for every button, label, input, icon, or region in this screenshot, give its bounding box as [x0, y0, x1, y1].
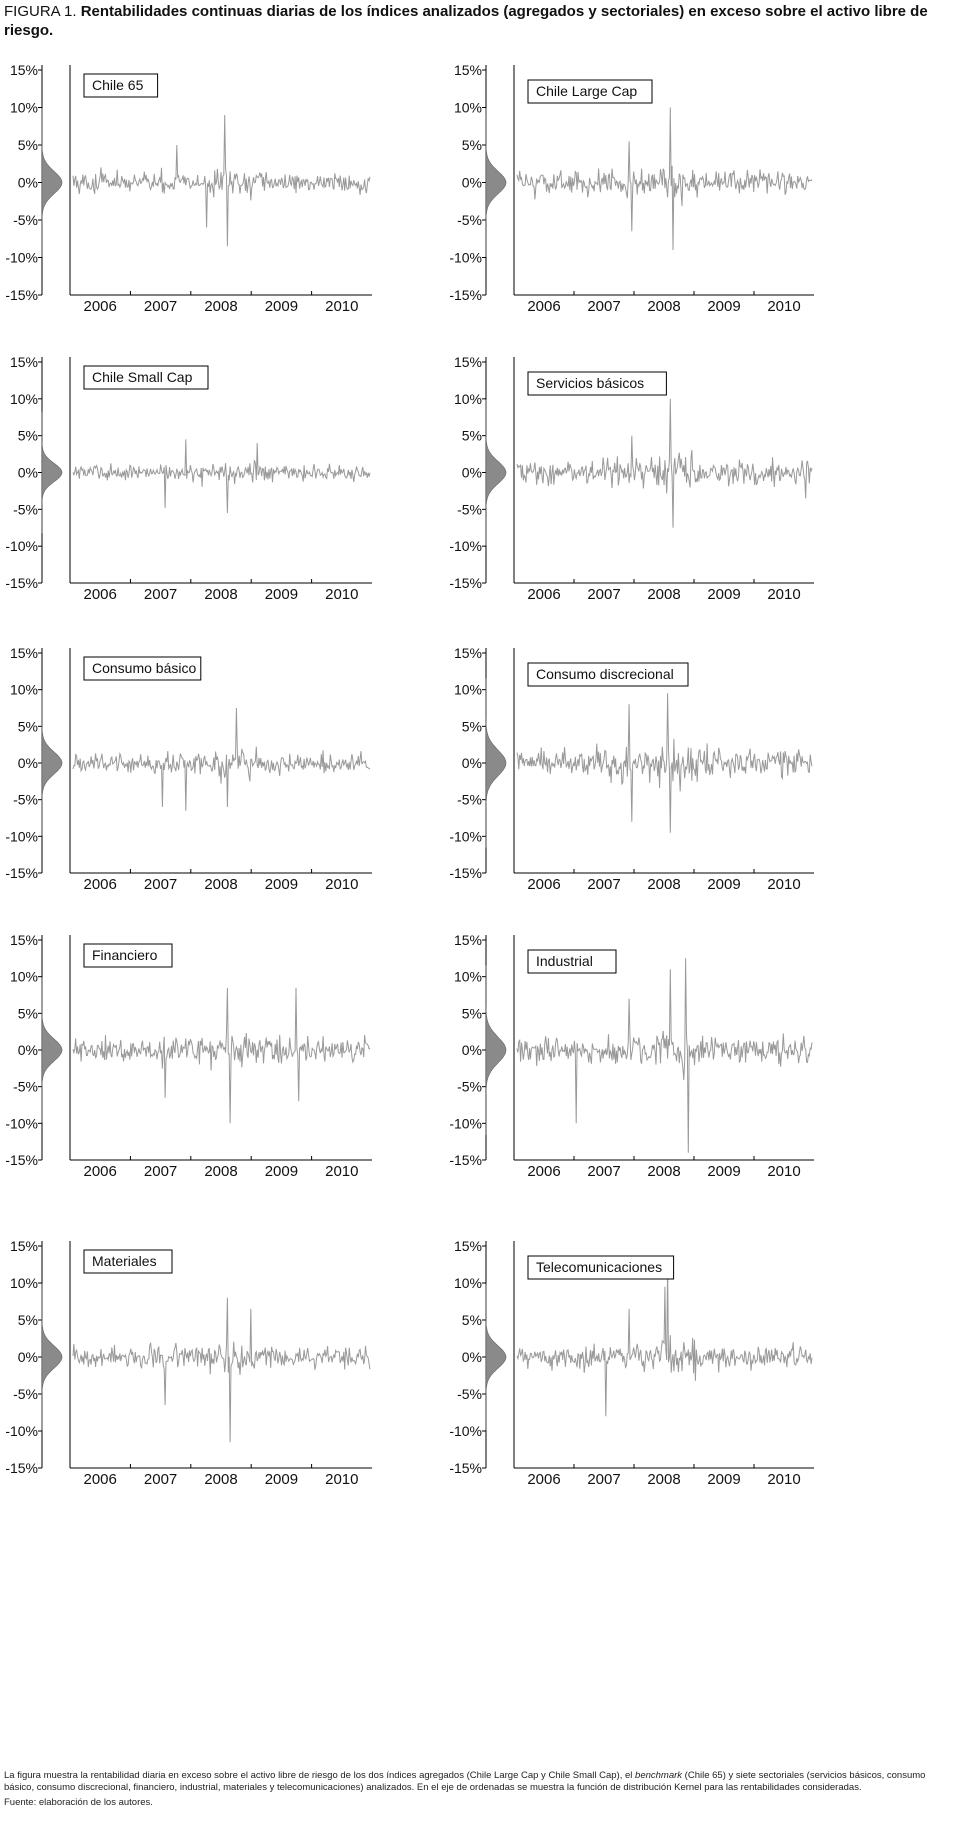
x-tick-label: 2009 — [264, 1163, 299, 1180]
x-tick-label: 2007 — [587, 586, 621, 603]
y-tick-label: 5% — [461, 1312, 482, 1328]
y-tick-label: 15% — [453, 62, 482, 78]
x-tick-label: 2008 — [647, 876, 681, 893]
y-tick-label: 15% — [9, 645, 38, 661]
note-before: La figura muestra la rentabilidad diaria en exceso sobre el activo libre de riesgo de los dos índices agregados (Chile Large Cap y Chile Small Cap), el — [4, 1770, 636, 1781]
panel-title: Industrial — [536, 953, 593, 969]
return-series — [517, 958, 812, 1152]
y-tick-label: -15% — [449, 1152, 482, 1168]
y-tick-label: 15% — [453, 354, 482, 370]
x-tick-label: 2009 — [264, 298, 299, 315]
y-tick-label: -10% — [5, 1423, 38, 1439]
chart-panel-10 — [449, 1238, 814, 1488]
x-tick-label: 2006 — [527, 298, 561, 315]
y-tick-label: -10% — [5, 249, 38, 266]
kernel-density — [486, 400, 506, 546]
x-tick-label: 2009 — [707, 1471, 741, 1488]
panel-title: Consumo básico — [92, 660, 197, 676]
y-tick-label: 0% — [17, 464, 38, 481]
panel-title: Servicios básicos — [536, 375, 645, 391]
y-tick-label: -10% — [5, 538, 38, 555]
x-tick-label: 2007 — [143, 1163, 178, 1180]
y-tick-label: 0% — [17, 1349, 38, 1365]
y-tick-label: -5% — [13, 212, 38, 228]
figure-footer — [4, 1770, 954, 1812]
x-tick-label: 2007 — [587, 298, 621, 315]
y-tick-label: 5% — [17, 718, 38, 735]
panel-title: Chile Small Cap — [92, 369, 193, 385]
y-tick-label: -15% — [449, 1460, 482, 1476]
figure-note — [4, 1770, 954, 1794]
x-tick-label: 2008 — [647, 298, 681, 315]
chart-panel-6 — [449, 645, 814, 893]
figure-source: Fuente: elaboración de los autores. — [4, 1797, 153, 1808]
y-tick-label: 0% — [17, 174, 38, 191]
kernel-density — [486, 108, 506, 257]
x-tick-label: 2010 — [325, 586, 359, 603]
y-tick-label: 15% — [9, 932, 38, 948]
x-tick-label: 2009 — [707, 876, 741, 893]
x-tick-label: 2006 — [83, 586, 117, 603]
x-tick-label: 2008 — [647, 1163, 681, 1180]
y-tick-label: -5% — [457, 212, 482, 228]
y-tick-label: -15% — [5, 287, 38, 303]
y-tick-label: -15% — [449, 287, 482, 303]
x-tick-label: 2008 — [647, 586, 681, 603]
x-tick-label: 2009 — [707, 298, 741, 315]
y-tick-label: -10% — [449, 1115, 482, 1132]
x-tick-label: 2007 — [143, 876, 178, 893]
y-tick-label: -5% — [457, 1078, 482, 1095]
y-tick-label: 5% — [461, 137, 482, 153]
chart-panel-8 — [449, 932, 814, 1180]
x-tick-label: 2010 — [325, 1471, 359, 1488]
kernel-density — [42, 1284, 62, 1431]
chart-panel-3 — [5, 354, 372, 603]
y-tick-label: 0% — [17, 1042, 38, 1058]
y-tick-label: 15% — [453, 645, 482, 661]
x-tick-label: 2007 — [143, 1471, 178, 1488]
y-tick-label: 15% — [453, 1238, 482, 1254]
y-tick-label: -15% — [5, 575, 38, 591]
y-tick-label: 10% — [453, 1275, 482, 1291]
kernel-density — [42, 977, 62, 1122]
x-tick-label: 2009 — [264, 1471, 299, 1488]
chart-panel-5 — [5, 645, 372, 893]
y-tick-label: 10% — [453, 968, 482, 985]
y-tick-label: -15% — [5, 865, 38, 881]
y-tick-label: -10% — [449, 1423, 482, 1439]
panel-title: Telecomunicaciones — [536, 1259, 663, 1275]
y-tick-label: 15% — [453, 932, 482, 948]
y-tick-label: 10% — [453, 681, 482, 698]
y-tick-label: -5% — [457, 501, 482, 518]
y-tick-label: 5% — [461, 427, 482, 444]
x-tick-label: 2008 — [204, 1471, 238, 1488]
figure-title-text: Rentabilidades continuas diarias de los índices analizados (agregados y sectoriales) en exceso sobre el activo libre de riesgo. — [4, 3, 928, 39]
kernel-density — [486, 678, 506, 847]
x-tick-label: 2008 — [204, 876, 238, 893]
y-tick-label: 5% — [461, 1005, 482, 1022]
y-tick-label: -5% — [457, 791, 482, 808]
panel-title: Chile 65 — [92, 77, 144, 93]
x-tick-label: 2006 — [527, 586, 561, 603]
y-tick-label: 0% — [461, 1349, 482, 1365]
y-tick-label: 0% — [461, 174, 482, 191]
y-tick-label: 10% — [9, 968, 38, 985]
y-tick-label: -15% — [449, 575, 482, 591]
x-tick-label: 2010 — [767, 876, 801, 893]
y-tick-label: -5% — [13, 501, 38, 518]
kernel-density — [486, 1284, 506, 1431]
return-series — [73, 708, 370, 811]
y-tick-label: 5% — [461, 718, 482, 735]
x-tick-label: 2006 — [527, 1471, 561, 1488]
panel-title: Materiales — [92, 1253, 157, 1269]
y-tick-label: 15% — [9, 1238, 38, 1254]
x-tick-label: 2009 — [707, 586, 741, 603]
y-tick-label: 0% — [461, 755, 482, 771]
x-tick-label: 2006 — [83, 1471, 117, 1488]
y-tick-label: -10% — [5, 1115, 38, 1132]
x-tick-label: 2007 — [587, 1471, 621, 1488]
chart-panel-2 — [449, 62, 814, 315]
x-tick-label: 2009 — [264, 876, 299, 893]
y-tick-label: 10% — [9, 390, 38, 407]
chart-panel-9 — [5, 1238, 372, 1488]
y-tick-label: 15% — [9, 354, 38, 370]
kernel-density — [486, 965, 506, 1134]
y-tick-label: -15% — [5, 1152, 38, 1168]
y-tick-label: 10% — [453, 99, 482, 116]
x-tick-label: 2009 — [264, 586, 299, 603]
x-tick-label: 2006 — [83, 876, 117, 893]
x-tick-label: 2008 — [204, 586, 238, 603]
x-tick-label: 2010 — [325, 876, 359, 893]
panel-title: Consumo discrecional — [536, 666, 674, 682]
y-tick-label: 10% — [453, 390, 482, 407]
y-tick-label: 0% — [461, 1042, 482, 1058]
y-tick-label: -15% — [5, 1460, 38, 1476]
kernel-density — [42, 690, 62, 835]
kernel-density — [42, 108, 62, 257]
return-series — [73, 115, 370, 246]
y-tick-label: -5% — [13, 1386, 38, 1402]
x-tick-label: 2007 — [143, 298, 178, 315]
x-tick-label: 2010 — [767, 586, 801, 603]
return-series — [517, 108, 812, 251]
x-tick-label: 2006 — [527, 1163, 561, 1180]
figure-label: FIGURA 1. — [4, 3, 77, 20]
kernel-density — [42, 412, 62, 534]
y-tick-label: 10% — [9, 99, 38, 116]
x-tick-label: 2010 — [325, 1163, 359, 1180]
x-tick-label: 2008 — [204, 298, 238, 315]
x-tick-label: 2006 — [527, 876, 561, 893]
y-tick-label: -5% — [13, 791, 38, 808]
y-tick-label: -5% — [457, 1386, 482, 1402]
x-tick-label: 2007 — [587, 876, 621, 893]
y-tick-label: 0% — [461, 464, 482, 481]
x-tick-label: 2008 — [647, 1471, 681, 1488]
x-tick-label: 2010 — [325, 298, 359, 315]
x-tick-label: 2010 — [767, 298, 801, 315]
return-series — [517, 693, 812, 832]
return-series — [73, 1298, 370, 1442]
x-tick-label: 2007 — [143, 586, 178, 603]
y-tick-label: 15% — [9, 62, 38, 78]
x-tick-label: 2010 — [767, 1471, 801, 1488]
y-tick-label: 0% — [17, 755, 38, 771]
panel-title: Chile Large Cap — [536, 83, 638, 99]
return-series — [73, 439, 370, 513]
note-after: (Chile 65) y siete sectoriales (servicios básicos, consumo básico, consumo discrecional, financiero, industrial, materiales y telecomunicaciones) analizados. En el eje de ordenadas se muestra la función de distribución Kernel para las rentabilidades consideradas. — [4, 1770, 926, 1793]
x-tick-label: 2010 — [767, 1163, 801, 1180]
y-tick-label: -15% — [449, 865, 482, 881]
y-tick-label: -10% — [449, 828, 482, 845]
x-tick-label: 2008 — [204, 1163, 238, 1180]
y-tick-label: 5% — [17, 1005, 38, 1022]
x-tick-label: 2007 — [587, 1163, 621, 1180]
y-tick-label: 5% — [17, 137, 38, 153]
y-tick-label: 5% — [17, 1312, 38, 1328]
x-tick-label: 2006 — [83, 298, 117, 315]
x-tick-label: 2006 — [83, 1163, 117, 1180]
chart-panel-4 — [449, 354, 814, 603]
y-tick-label: -5% — [13, 1078, 38, 1095]
y-tick-label: 5% — [17, 427, 38, 444]
return-series — [517, 399, 812, 528]
panel-title: Financiero — [92, 947, 158, 963]
x-tick-label: 2009 — [707, 1163, 741, 1180]
note-emphasis: benchmark — [635, 1770, 683, 1781]
y-tick-label: 10% — [9, 681, 38, 698]
return-series — [517, 1265, 812, 1417]
y-tick-label: -10% — [449, 538, 482, 555]
y-tick-label: 10% — [9, 1275, 38, 1291]
chart-panel-1 — [5, 62, 372, 315]
return-series — [73, 988, 370, 1124]
chart-panel-7 — [5, 932, 372, 1180]
y-tick-label: -10% — [449, 249, 482, 266]
y-tick-label: -10% — [5, 828, 38, 845]
